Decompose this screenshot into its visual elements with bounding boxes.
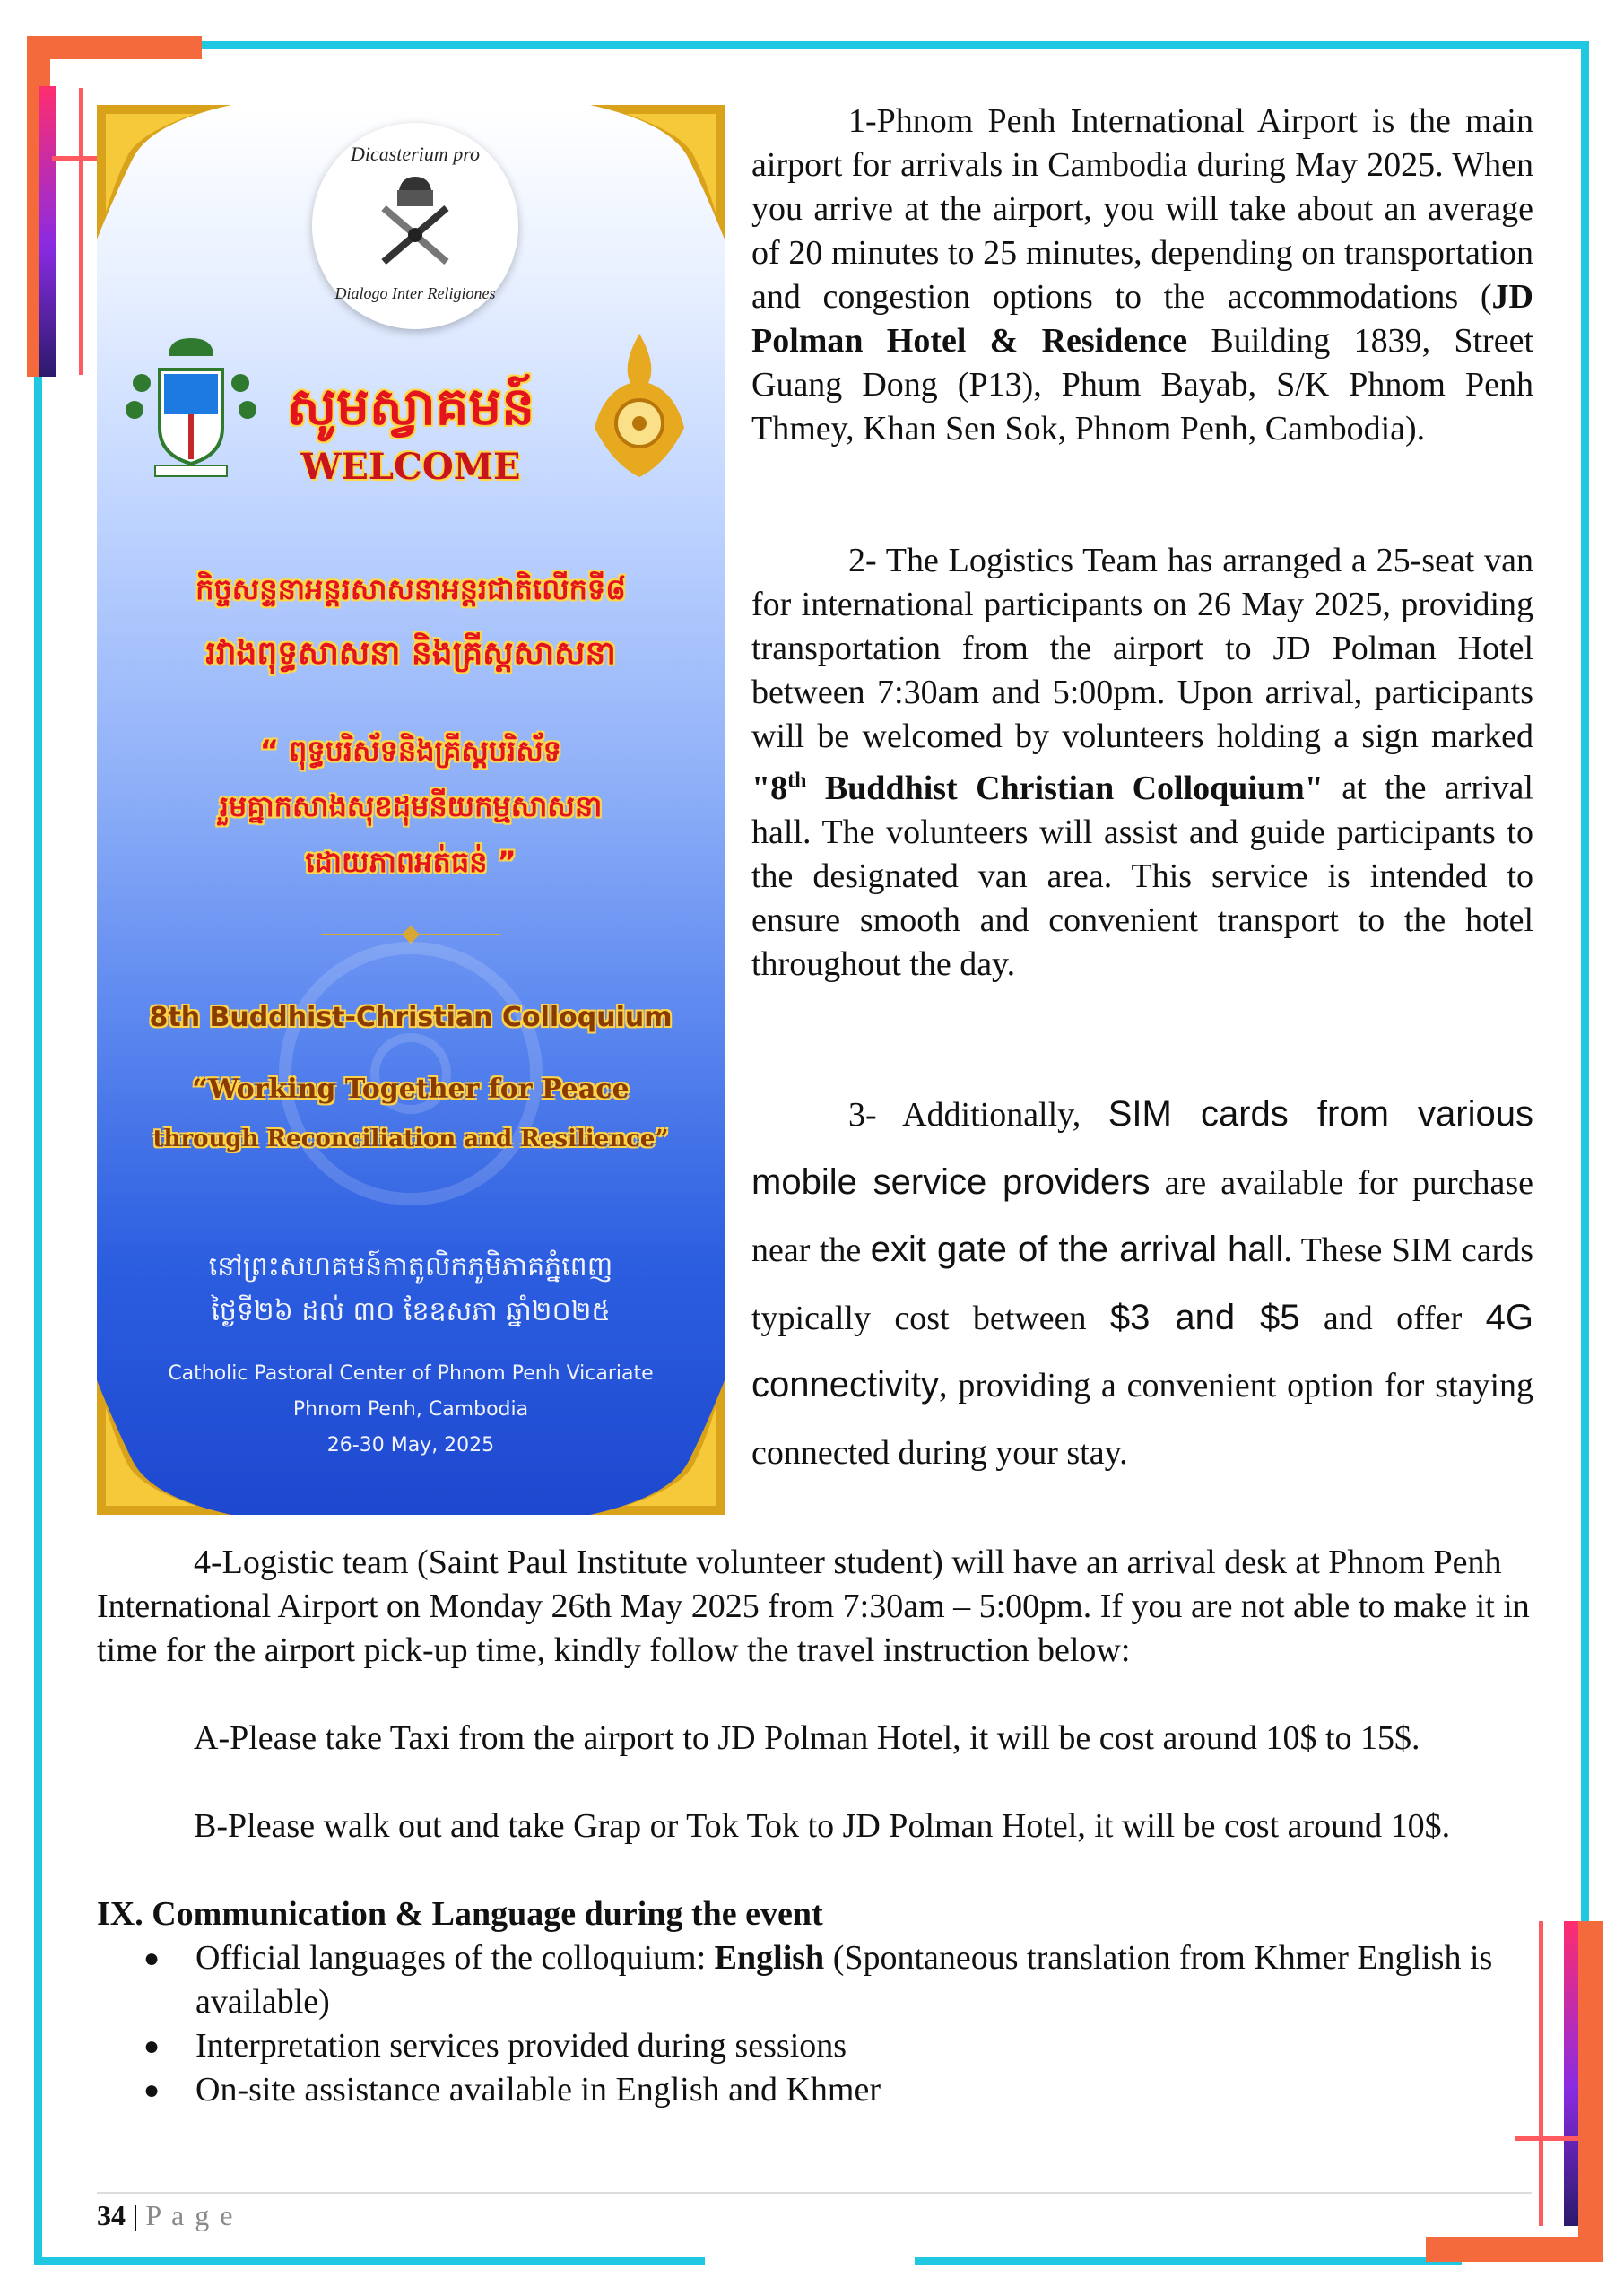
poster-khmer-theme-3: ដោយភាពអត់ធន់ ” [305,845,517,879]
bullet-dot-icon: ● [143,2075,161,2105]
paragraph-4-arrival-desk: 4-Logistic team (Saint Paul Institute volunteer student) will have an arrival desk at Phnom Penh International Airport on Monday 26th May 2025 from 7:30am – 5:00pm. If you are not able to make it in time for the airport pick-up time, kindly follow the travel instruction below: [97,1544,1530,1669]
sim-price-highlight: $3 and $5 [1109,1297,1300,1337]
poster-date-khmer: ថ្ងៃទី២៦ ដល់ ៣០ ខែឧសភា ឆ្នាំ២០២៥ [211,1296,611,1327]
p3-text-a: 3- Additionally, [848,1096,1108,1134]
bullet-dot-icon: ● [143,1944,161,1973]
sign-text-bold-2: Buddhist Christian Colloquium" [806,769,1324,807]
poster-khmer-theme-2: រួមគ្នាកសាងសុខដុមនីយកម្មសាសនា [219,789,603,823]
frame-thin-line-right [1539,1921,1543,2226]
instruction-b-grab: B-Please walk out and take Grap or Tok Tok to JD Polman Hotel, it will be cost around 10$. [194,1807,1451,1845]
bullet-onsite-assistance: On-site assistance available in English and Khmer [195,2071,881,2109]
bullet-official-languages [195,1936,1533,2024]
frame-right-edge [1581,41,1589,2194]
paragraph-1-airport [751,100,1533,451]
footer-rule [97,2192,1532,2194]
gold-corner-ornament-icon [97,105,231,239]
welcome-title: WELCOME [300,446,521,488]
p1-text-a: 1-Phnom Penh International Airport is the main airport for arrivals in Cambodia during May 2025. When you arrive at the airport, you will take about an average of 20 minutes to 25 minutes, depending on transportation and congestion options to the accommodations ( [751,102,1533,316]
hotel-name-bold: JD Polman Hotel & Residence [751,278,1533,360]
paragraph-2-van [751,539,1533,987]
poster-theme-line-1: “Working Together for Peace [192,1074,630,1105]
poster-city: Phnom Penh, Cambodia [292,1398,529,1421]
frame-top-edge [201,41,1589,49]
poster-dates: 26-30 May, 2025 [326,1434,495,1457]
frame-left-edge [34,90,42,2264]
frame-corner-orange-bottom [1426,2237,1603,2262]
page-label: P a g e [145,2199,235,2231]
p2-text-a: 2- The Logistics Team has arranged a 25-seat van for international participants on 26 May 2025, providing transportation from the airport to JD Polman Hotel between 7:30am and 5:00pm. Upon arrival, participants will be welcomed by volunteers holding a sign marked [751,542,1533,755]
p1-text-c: Building 1839, Street Guang Dong (P13), Phum Bayab, S/K Phnom Penh Thmey, Khan Sen Sok, Phnom Penh, Cambodia). [751,322,1533,448]
frame-gradient-bar-left [39,86,56,377]
frame-cross-left [52,156,102,161]
frame-bottom-left-edge [34,2257,705,2265]
sign-text-superscript: th [787,769,807,792]
p2-text-c: at the arrival hall. The volunteers will assist and guide participants to the designated van area. This service is intended to ensure smooth and convenient transport to the hotel throughout the day. [751,769,1533,983]
exit-gate-highlight: exit gate of the arrival hall [870,1230,1284,1269]
p3-text-c: are available for purchase near the [751,1163,1533,1269]
sim-providers-highlight: SIM cards from various mobile service providers [751,1094,1534,1202]
frame-corner-orange-top [27,36,202,59]
poster-colloquium-title: 8th Buddhist-Christian Colloquium [149,1002,673,1033]
poster-khmer-line-2: រវាងពុទ្ធសាសនា និងគ្រីស្តសាសនា [205,635,616,672]
bullet-1-text-c: (Spontaneous translation from Khmer English is available) [195,1939,1493,2021]
seal-text-bottom: Dialogo Inter Religiones [334,284,496,302]
frame-cross-right [1515,2136,1578,2141]
language-english-bold: English [714,1939,825,1977]
welcome-khmer: សូមស្វាគមន៍ [286,376,535,437]
bullet-1-text-a: Official languages of the colloquium: [195,1939,715,1977]
paragraph-3-sim [751,1081,1533,1486]
footer-separator: | [126,2199,146,2231]
frame-thin-line-left [79,88,83,375]
bullet-interpretation: Interpretation services provided during sessions [195,2027,847,2065]
poster-khmer-theme-1: “ ពុទ្ធបរិស័ទនិងគ្រីស្តបរិស័ទ [259,734,562,768]
page-footer [97,2199,234,2232]
bullet-dot-icon: ● [143,2031,161,2061]
page-number: 34 [97,2199,126,2231]
connectivity-highlight: 4G connectivity [751,1297,1533,1405]
dicastery-seal [312,123,518,329]
p3-text-e: . These SIM cards typically cost between [751,1231,1533,1337]
poster-venue-khmer: នៅព្រះសហគមន៍កាតូលិកភូមិភាគភ្នំពេញ [208,1251,613,1283]
welcome-poster [97,105,725,1515]
sign-text-bold-1: "8 [751,769,788,807]
poster-khmer-line-1: កិច្ចសន្ទនាអន្តរសាសនាអន្តរជាតិលើកទី៨ [195,572,626,606]
section-heading-communication: IX. Communication & Language during the event [97,1895,823,1933]
instruction-a-taxi: A-Please take Taxi from the airport to JD Polman Hotel, it will be cost around 10$ to 15$. [194,1719,1420,1757]
seal-text-top: Dicasterium pro [350,143,480,165]
p3-text-i: , providing a convenient option for staying connected during your stay. [751,1367,1533,1472]
p3-text-g: and offer [1299,1299,1486,1337]
poster-theme-line-2: through Reconciliation and Resilience” [152,1126,669,1152]
papal-keys-icon [370,172,460,271]
gold-corner-ornament-icon [590,105,725,239]
frame-corner-orange-right [1578,1921,1603,2262]
frame-bottom-right-edge [915,2257,1462,2265]
poster-venue: Catholic Pastoral Center of Phnom Penh Vicariate [168,1362,654,1385]
